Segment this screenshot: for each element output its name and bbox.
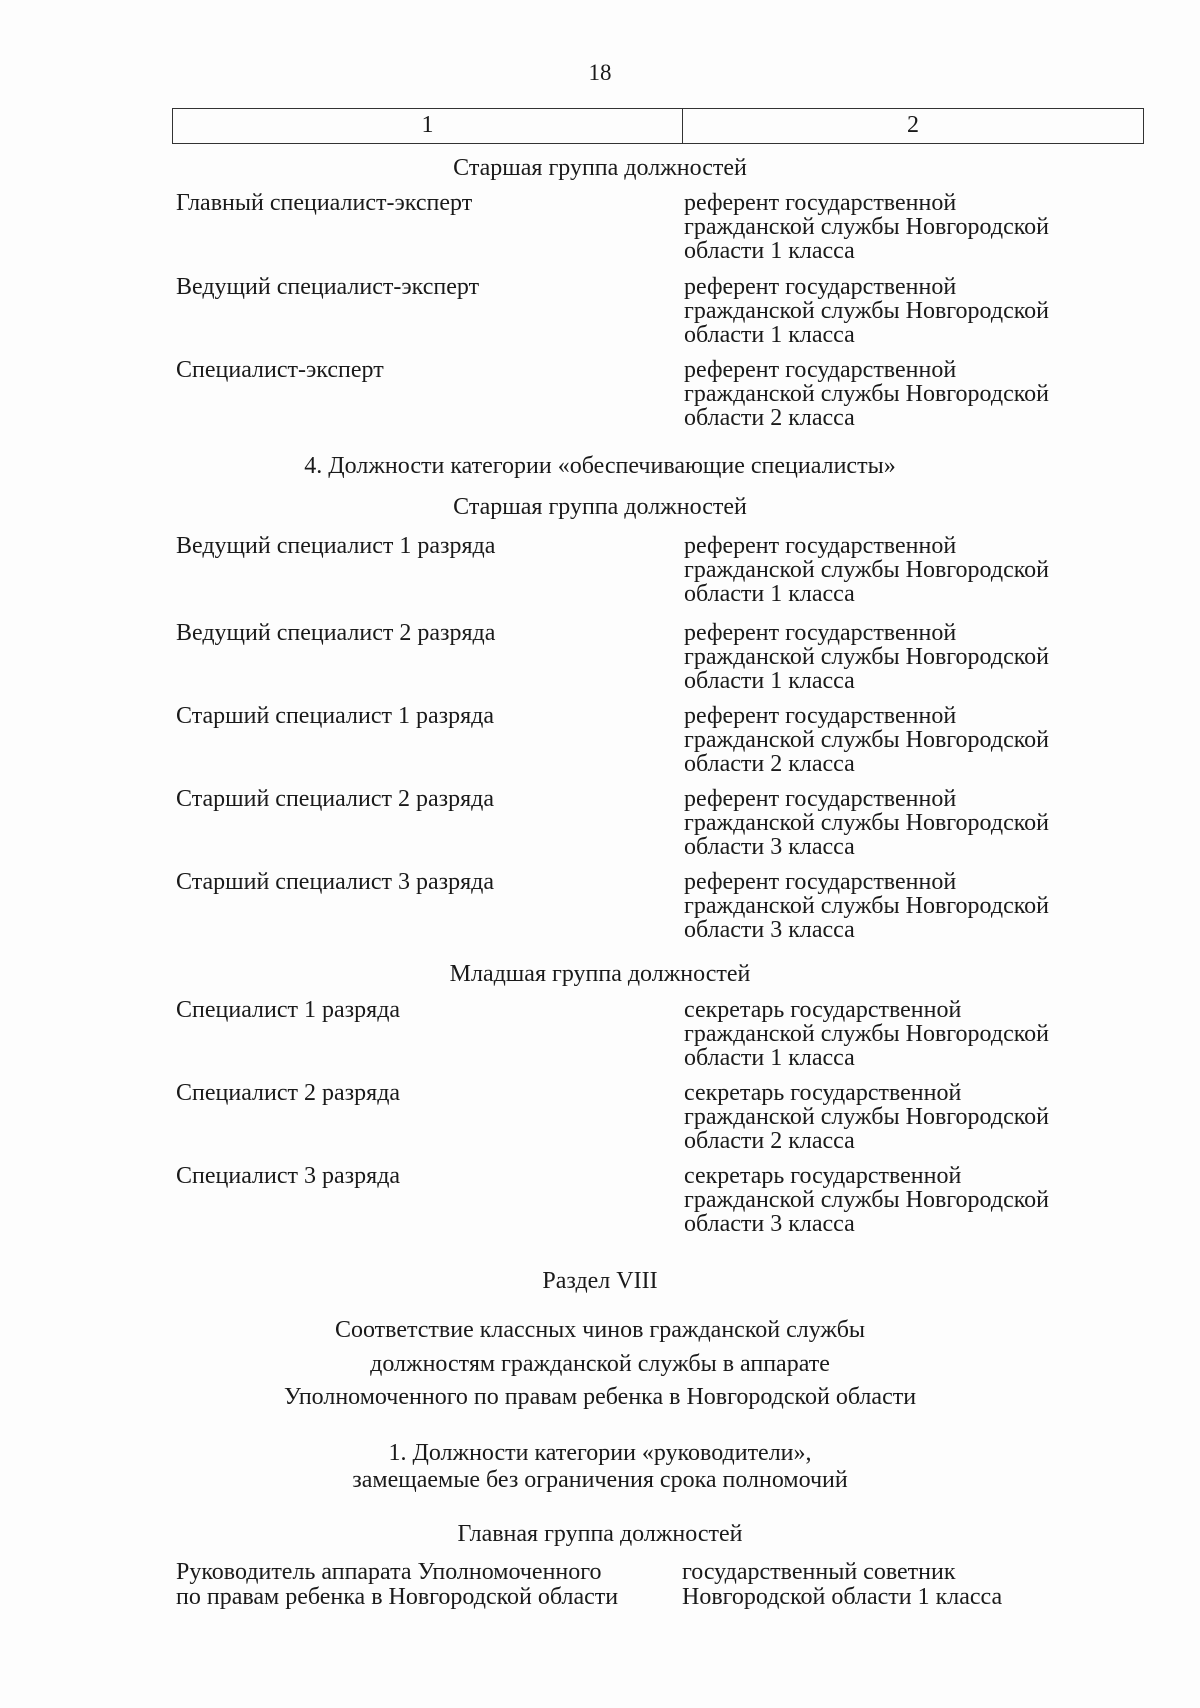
table-row <box>176 998 1156 1070</box>
position-name: Специалист 3 разряда <box>176 1163 401 1189</box>
class-rank <box>684 1081 1156 1153</box>
section-title: Раздел VIII <box>542 1268 658 1294</box>
table-row <box>176 1081 1156 1153</box>
class-rank-line: референт государственной <box>684 786 957 812</box>
class-rank-line: Новгородской области 1 класса <box>682 1584 1003 1610</box>
table-row <box>176 275 1156 347</box>
class-rank-line: области 1 класса <box>684 668 855 694</box>
table-header-col-1: 1 <box>173 109 683 143</box>
class-rank-line: гражданской службы Новгородской <box>684 1021 1050 1047</box>
class-rank-line: референт государственной <box>684 533 957 559</box>
position-name: Ведущий специалист 1 разряда <box>176 533 496 559</box>
table-row <box>176 621 1156 693</box>
class-rank-line: референт государственной <box>684 620 957 646</box>
table-header <box>172 108 1144 144</box>
section-heading-line: Соответствие классных чинов гражданской службы <box>334 1317 866 1343</box>
class-rank-line: области 3 класса <box>684 1211 855 1237</box>
class-rank <box>684 1164 1156 1236</box>
section-heading-line: Уполномоченного по правам ребенка в Новгородской области <box>283 1384 917 1410</box>
position-name: Специалист-эксперт <box>176 357 384 383</box>
class-rank-line: референт государственной <box>684 357 957 383</box>
class-rank-line: гражданской службы Новгородской <box>684 727 1050 753</box>
position-name: Специалист 2 разряда <box>176 1080 401 1106</box>
class-rank-line: референт государственной <box>684 703 957 729</box>
class-rank-line: референт государственной <box>684 274 957 300</box>
table-header-col-2: 2 <box>907 112 919 138</box>
position-name: Старший специалист 1 разряда <box>176 703 494 729</box>
class-rank-line: области 1 класса <box>684 1045 855 1071</box>
class-rank-line: области 3 класса <box>684 917 855 943</box>
table-row <box>176 1164 1156 1236</box>
position-name <box>176 1560 682 1610</box>
position-name-line: Руководитель аппарата Уполномоченного <box>176 1559 602 1585</box>
class-rank-line: гражданской службы Новгородской <box>684 298 1050 324</box>
position-name: Ведущий специалист-эксперт <box>176 274 480 300</box>
class-rank-line: области 1 класса <box>684 238 855 264</box>
class-rank-line: секретарь государственной <box>684 1163 962 1189</box>
section-heading-line: должностям гражданской службы в аппарате <box>370 1351 830 1377</box>
class-rank-line: секретарь государственной <box>684 997 962 1023</box>
class-rank <box>684 704 1156 776</box>
group-title: Старшая группа должностей <box>453 494 747 520</box>
class-rank-line: области 2 класса <box>684 751 855 777</box>
table-row <box>176 534 1156 606</box>
position-name: Старший специалист 2 разряда <box>176 786 494 812</box>
class-rank <box>684 621 1156 693</box>
group-title: Младшая группа должностей <box>449 961 751 987</box>
table-row <box>176 358 1156 430</box>
class-rank-line: области 1 класса <box>684 581 855 607</box>
class-rank-line: области 3 класса <box>684 834 855 860</box>
position-name: Ведущий специалист 2 разряда <box>176 620 496 646</box>
class-rank-line: гражданской службы Новгородской <box>684 381 1050 407</box>
class-rank-line: области 2 класса <box>684 405 855 431</box>
class-rank <box>684 191 1156 263</box>
class-rank <box>684 358 1156 430</box>
class-rank-line: гражданской службы Новгородской <box>684 214 1050 240</box>
class-rank <box>684 998 1156 1070</box>
class-rank-line: референт государственной <box>684 190 957 216</box>
class-rank <box>682 1560 1156 1610</box>
category-title-line: замещаемые без ограничения срока полномочий <box>352 1467 848 1493</box>
class-rank-line: области 1 класса <box>684 322 855 348</box>
position-name: Старший специалист 3 разряда <box>176 869 494 895</box>
class-rank-line: секретарь государственной <box>684 1080 962 1106</box>
class-rank <box>684 787 1156 859</box>
class-rank-line: гражданской службы Новгородской <box>684 1104 1050 1130</box>
position-name: Специалист 1 разряда <box>176 997 401 1023</box>
class-rank-line: государственный советник <box>682 1559 956 1585</box>
class-rank <box>684 534 1156 606</box>
position-name-line: по правам ребенка в Новгородской области <box>176 1584 619 1610</box>
category-title-line: 1. Должности категории «руководители», <box>388 1440 812 1466</box>
class-rank-line: гражданской службы Новгородской <box>684 810 1050 836</box>
table-row <box>176 1560 1156 1610</box>
table-row <box>176 870 1156 942</box>
table-row <box>176 787 1156 859</box>
table-row <box>176 191 1156 263</box>
class-rank-line: области 2 класса <box>684 1128 855 1154</box>
class-rank-line: гражданской службы Новгородской <box>684 644 1050 670</box>
category-title: 4. Должности категории «обеспечивающие специалисты» <box>304 453 896 479</box>
class-rank-line: гражданской службы Новгородской <box>684 557 1050 583</box>
class-rank <box>684 870 1156 942</box>
class-rank <box>684 275 1156 347</box>
table-row <box>176 704 1156 776</box>
group-title: Старшая группа должностей <box>453 155 747 181</box>
group-title: Главная группа должностей <box>457 1521 743 1547</box>
class-rank-line: референт государственной <box>684 869 957 895</box>
class-rank-line: гражданской службы Новгородской <box>684 1187 1050 1213</box>
page-number: 18 <box>588 60 612 85</box>
position-name: Главный специалист-эксперт <box>176 190 473 216</box>
class-rank-line: гражданской службы Новгородской <box>684 893 1050 919</box>
